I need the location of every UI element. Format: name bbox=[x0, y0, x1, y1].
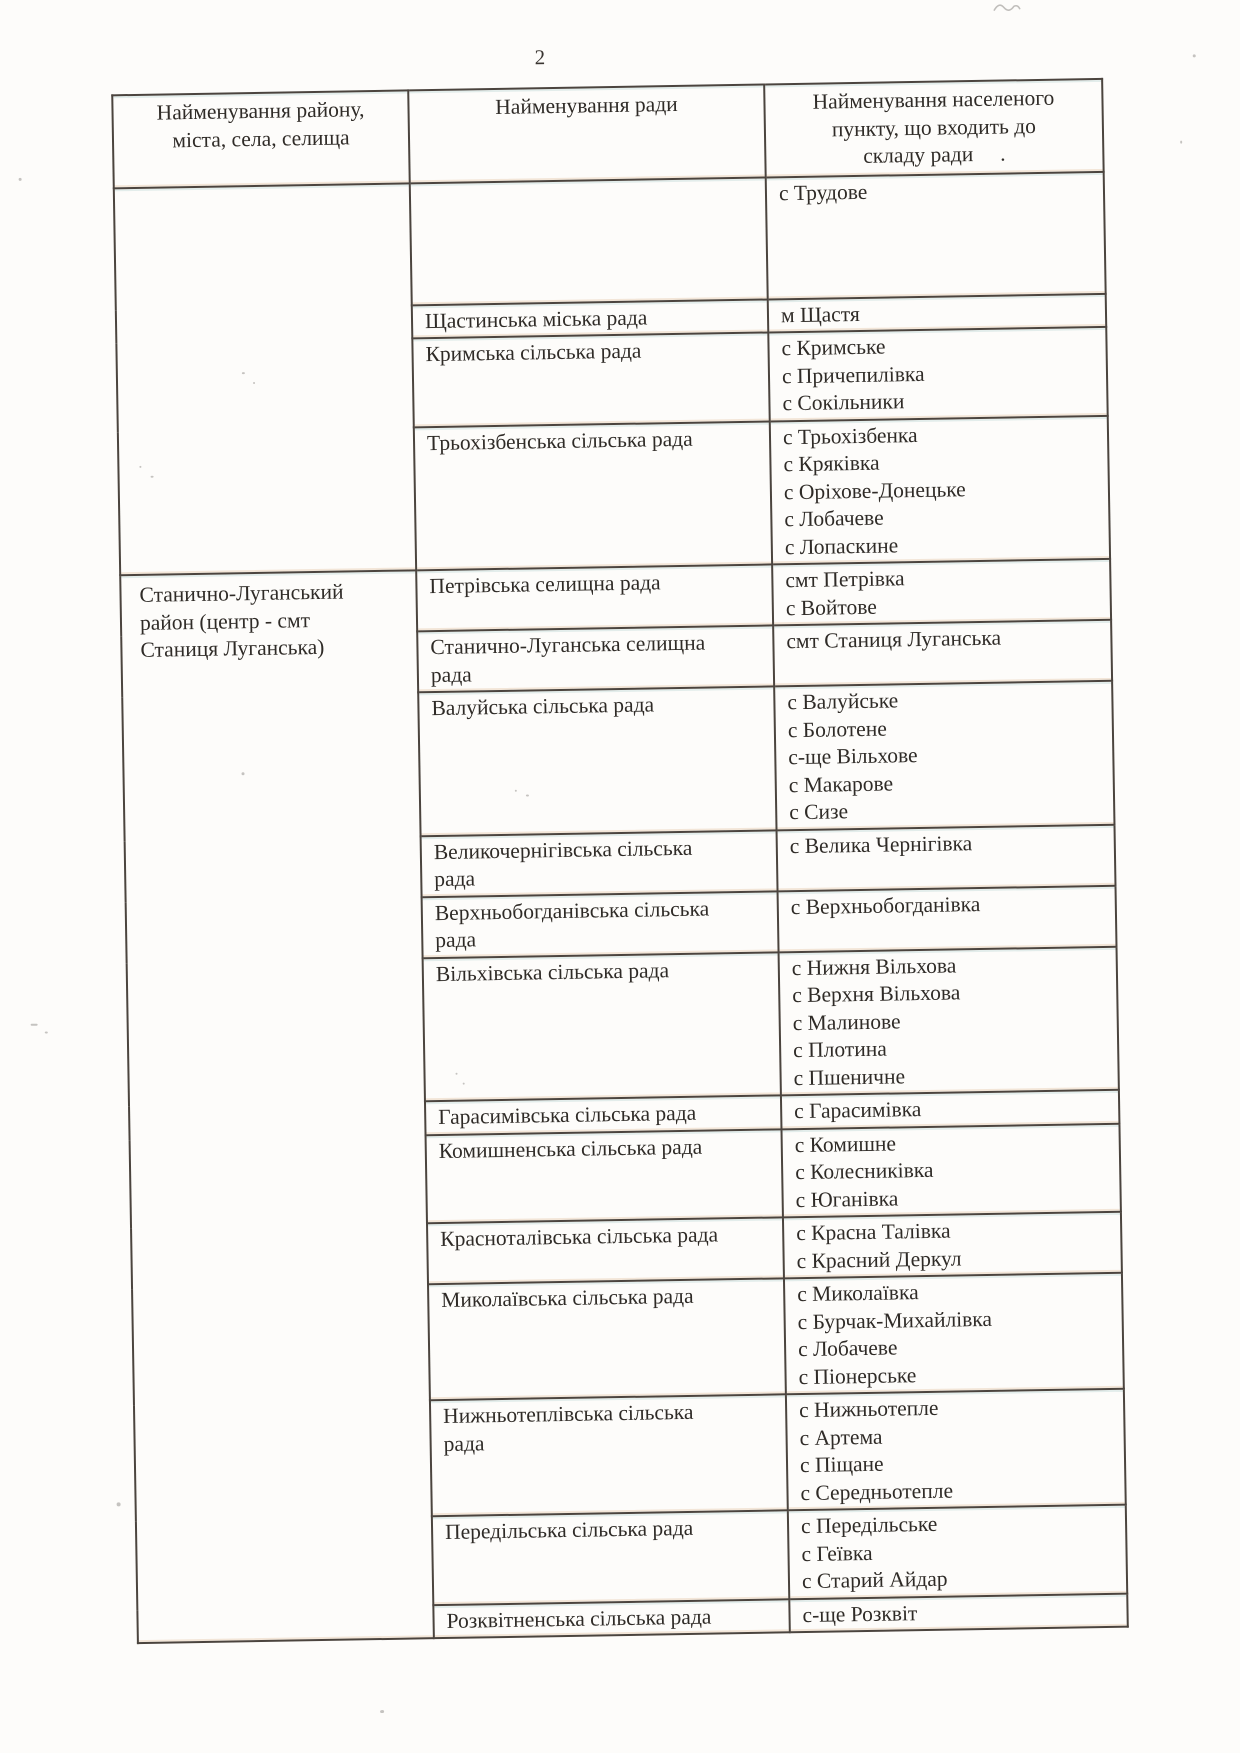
council-cell bbox=[432, 1510, 789, 1604]
scan-speck bbox=[151, 476, 154, 478]
scan-speck bbox=[19, 178, 22, 181]
settlement-line: с Пшеничне bbox=[793, 1063, 906, 1090]
settlement-line: с Красна Талівка bbox=[796, 1218, 951, 1246]
settlements-cell bbox=[774, 681, 1114, 830]
settlement-line: с Піонерське bbox=[798, 1362, 917, 1389]
council-cell bbox=[426, 1129, 783, 1223]
council-cell bbox=[423, 952, 781, 1101]
settlement-line: с Бурчак-Михайлівка bbox=[797, 1306, 993, 1334]
council-line: Вільхівська сільська рада bbox=[435, 957, 670, 986]
district-line: Станиця Луганська) bbox=[140, 634, 325, 662]
header-council-column bbox=[408, 85, 765, 183]
council-cell bbox=[433, 1599, 790, 1638]
settlement-line: с Сокільники bbox=[782, 389, 905, 416]
header-settlement-column-line: пункту, що входить до bbox=[831, 113, 1037, 141]
council-line: Валуйська сільська рада bbox=[431, 692, 655, 721]
council-line: Станично-Луганська селищна bbox=[430, 630, 706, 660]
council-cell bbox=[416, 564, 773, 631]
settlement-line: с Трьохізбенка bbox=[782, 422, 918, 449]
settlements-cell bbox=[789, 1593, 1128, 1632]
settlement-line: с Верхня Вільхова bbox=[792, 980, 961, 1008]
settlements-cell bbox=[772, 559, 1111, 626]
council-line: Красноталівська сільська рада bbox=[440, 1222, 719, 1252]
council-line: Верхньобогданівська сільська bbox=[434, 896, 710, 925]
table-body bbox=[114, 171, 1128, 1643]
settlement-line: с Валуйське bbox=[787, 688, 899, 715]
settlements-cell bbox=[768, 327, 1107, 421]
settlement-line: с Лопаскине bbox=[784, 532, 899, 559]
settlement-line: с-ще Розквіт bbox=[802, 1600, 918, 1627]
settlements-cell bbox=[784, 1273, 1124, 1395]
scan-speck bbox=[456, 1073, 458, 1075]
council-line: Трьохізбенська сільська рада bbox=[426, 426, 693, 455]
settlements-table bbox=[111, 78, 1129, 1644]
settlements-cell bbox=[766, 171, 1106, 299]
council-line: рада bbox=[434, 866, 476, 892]
council-line: Кримська сільська рада bbox=[425, 338, 642, 367]
settlement-line: с Нижня Вільхова bbox=[791, 952, 957, 980]
settlements-cell bbox=[770, 415, 1110, 564]
settlement-line: с-ще Вільхове bbox=[788, 743, 918, 770]
district-cell bbox=[114, 183, 416, 575]
council-cell bbox=[421, 830, 778, 897]
settlement-line: с Середньотепле bbox=[800, 1478, 954, 1505]
council-line: рада bbox=[435, 927, 477, 953]
settlements-cell bbox=[781, 1123, 1120, 1217]
district-line: Станично-Луганський bbox=[139, 579, 344, 607]
council-cell bbox=[410, 177, 768, 305]
scan-speck bbox=[241, 772, 244, 775]
council-cell bbox=[428, 1278, 786, 1400]
settlement-line: с Миколаївка bbox=[797, 1280, 919, 1307]
scan-speck bbox=[31, 1024, 38, 1026]
district-line: район (центр - смт bbox=[139, 607, 311, 635]
header-council-column-line: Найменування ради bbox=[495, 91, 678, 119]
council-line: Великочернігівська сільська bbox=[433, 835, 693, 864]
council-cell bbox=[418, 686, 776, 835]
settlement-line: с Комишне bbox=[794, 1130, 897, 1157]
settlement-line: с Макарове bbox=[788, 770, 894, 797]
settlement-line: м Щастя bbox=[780, 301, 860, 327]
council-cell bbox=[422, 891, 779, 958]
settlements-cell bbox=[788, 1505, 1127, 1599]
settlement-line: с Болотене bbox=[787, 716, 887, 742]
header-district-column-line: міста, села, селища bbox=[172, 124, 350, 152]
settlement-line: с Нижньотепле bbox=[798, 1395, 939, 1423]
settlements-cell bbox=[778, 885, 1117, 952]
scan-speck bbox=[380, 1710, 384, 1713]
scan-speck bbox=[1180, 141, 1182, 144]
header-settlement-column bbox=[764, 79, 1103, 177]
council-line: рада bbox=[430, 661, 472, 687]
district-cell bbox=[120, 570, 434, 1643]
settlements-cell bbox=[773, 620, 1112, 687]
scan-speck bbox=[515, 790, 517, 792]
council-cell bbox=[430, 1394, 788, 1516]
scan-speck bbox=[139, 466, 141, 468]
council-line: Щастинська міська рада bbox=[424, 304, 648, 333]
table-header-row bbox=[112, 79, 1103, 188]
settlement-line: с Лобачеве bbox=[797, 1335, 898, 1362]
settlement-line: с Юганівка bbox=[795, 1185, 899, 1212]
settlement-line: с Передільське bbox=[800, 1511, 938, 1539]
settlement-line: с Піщане bbox=[799, 1451, 884, 1478]
settlement-line: с Сизе bbox=[789, 799, 849, 825]
council-line: Комишненська сільська рада bbox=[438, 1134, 703, 1163]
council-cell bbox=[412, 332, 769, 426]
settlement-line: с Красний Деркул bbox=[796, 1245, 962, 1273]
pencil-squiggle bbox=[992, 0, 1022, 16]
settlement-line: с Колесниківка bbox=[795, 1157, 934, 1185]
settlement-line: с Оріхове-Донецьке bbox=[783, 476, 966, 504]
council-cell bbox=[427, 1217, 784, 1284]
settlements-cell bbox=[781, 1090, 1120, 1129]
settlement-line: с Гарасимівка bbox=[793, 1097, 922, 1124]
settlement-line: смт Станиця Луганська bbox=[786, 625, 1002, 654]
settlements-cell bbox=[768, 293, 1107, 332]
header-district-column bbox=[112, 90, 409, 187]
council-cell bbox=[417, 625, 774, 692]
scan-speck bbox=[1193, 54, 1196, 57]
header-settlement-column-line: Найменування населеного bbox=[812, 85, 1055, 114]
council-line: Гарасимівська сільська рада bbox=[438, 1100, 697, 1130]
scan-speck bbox=[253, 382, 255, 384]
settlement-line: с Верхньобогданівка bbox=[790, 891, 981, 919]
settlements-cell bbox=[779, 946, 1119, 1095]
scan-speck bbox=[242, 372, 245, 374]
council-line: Миколаївська сільська рада bbox=[441, 1283, 694, 1313]
header-settlement-column-line: складу ради . bbox=[863, 141, 1006, 168]
settlement-line: с Лобачеве bbox=[784, 505, 884, 532]
scan-speck bbox=[526, 795, 529, 797]
settlement-line: с Велика Чернігівка bbox=[789, 830, 973, 858]
scan-speck bbox=[45, 1032, 48, 1034]
settlements-cell bbox=[783, 1212, 1122, 1279]
council-line: Розквітненська сільська рада bbox=[446, 1604, 712, 1633]
settlement-line: с Причепилівка bbox=[781, 361, 925, 388]
council-line: Петрівська селищна рада bbox=[429, 570, 661, 599]
settlement-line: с Артема bbox=[799, 1424, 883, 1450]
settlement-line: с Войтове bbox=[785, 594, 877, 620]
settlement-line: с Малинове bbox=[792, 1008, 901, 1035]
council-line: Передільська сільська рада bbox=[444, 1515, 694, 1544]
header-district-column-line: Найменування району, bbox=[156, 97, 365, 125]
settlement-line: с Старий Айдар bbox=[801, 1566, 948, 1594]
settlement-line: с Трудове bbox=[778, 179, 868, 205]
settlement-line: с Кримське bbox=[781, 334, 886, 361]
scan-speck bbox=[117, 1502, 121, 1506]
council-cell bbox=[414, 421, 772, 570]
table-row bbox=[114, 171, 1106, 309]
settlement-line: смт Петрівка bbox=[785, 566, 905, 593]
settlement-line: с Кряківка bbox=[783, 450, 880, 477]
settlement-line: с Геївка bbox=[801, 1540, 873, 1566]
council-line: рада bbox=[443, 1430, 485, 1456]
settlements-cell bbox=[777, 824, 1116, 891]
scan-speck bbox=[463, 1083, 465, 1085]
page-number: 2 bbox=[534, 45, 546, 70]
settlement-line: с Плотина bbox=[792, 1036, 887, 1063]
settlements-cell bbox=[786, 1389, 1126, 1511]
council-line: Нижньотеплівська сільська bbox=[442, 1399, 694, 1429]
